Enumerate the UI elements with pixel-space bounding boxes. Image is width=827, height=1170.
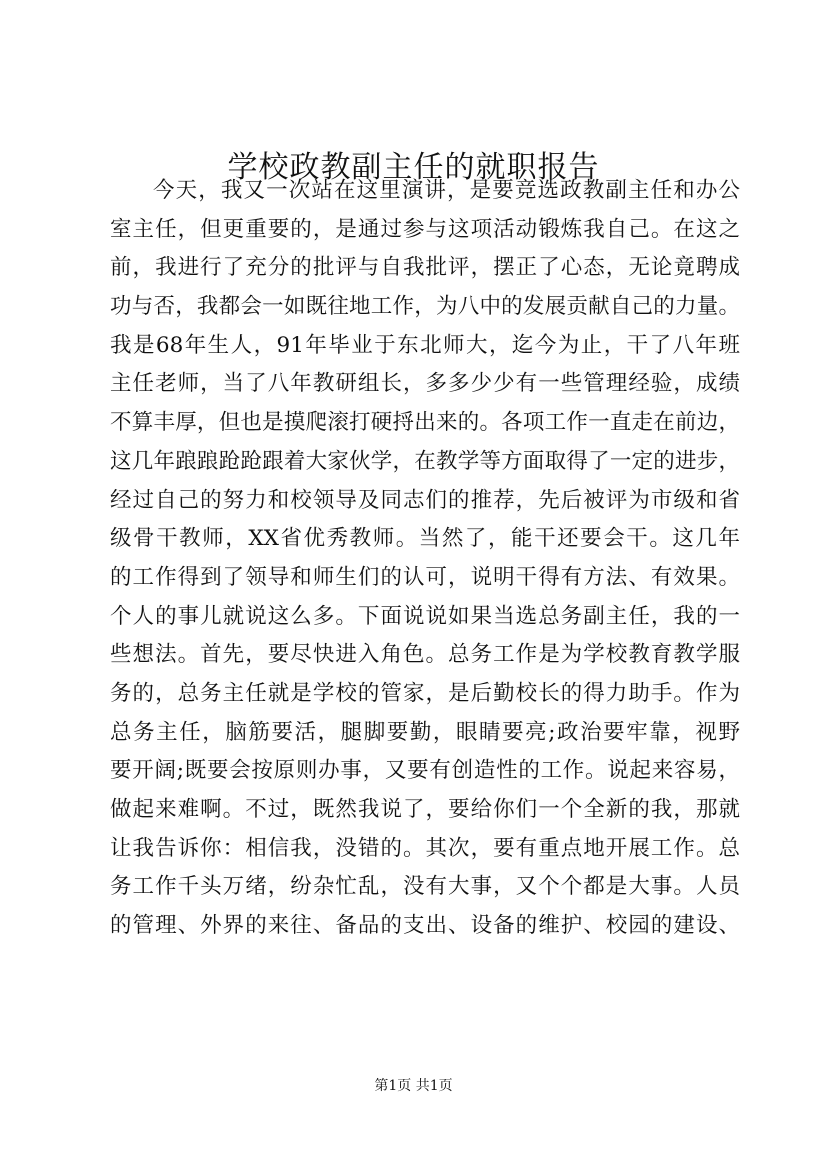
body-line: 主任老师，当了八年教研组长，多多少少有一些管理经验，成绩 <box>110 371 740 397</box>
body-line: 让我告诉你：相信我，没错的。其次，要有重点地开展工作。总 <box>110 835 740 861</box>
body-line: 个人的事儿就说这么多。下面说说如果当选总务副主任，我的一 <box>110 603 740 629</box>
body-line: 这几年踉踉跄跄跟着大家伙学，在教学等方面取得了一定的进步， <box>110 448 740 474</box>
body-line: 级骨干教师，XX省优秀教师。当然了，能干还要会干。这几年 <box>110 526 740 552</box>
body-line: 做起来难啊。不过，既然我说了，要给你们一个全新的我，那就 <box>110 797 740 822</box>
document-body <box>110 172 740 946</box>
body-line: 务工作千头万绪，纷杂忙乱，没有大事，又个个都是大事。人员 <box>110 874 740 900</box>
body-line: 些想法。首先，要尽快进入角色。总务工作是为学校教育教学服 <box>110 642 740 668</box>
body-line: 的工作得到了领导和师生们的认可，说明干得有方法、有效果。 <box>110 564 740 590</box>
body-line: 的管理、外界的来往、备品的支出、设备的维护、校园的建设、 <box>110 913 740 939</box>
document-title: 学校政教副主任的就职报告 <box>227 150 600 185</box>
body-line: 总务主任，脑筋要活，腿脚要勤，眼睛要亮;政治要牢靠，视野 <box>110 719 740 745</box>
body-line: 今天，我又一次站在这里演讲，是要竞选政教副主任和办公 <box>153 178 740 203</box>
body-line: 务的，总务主任就是学校的管家，是后勤校长的得力助手。作为 <box>110 680 740 706</box>
body-line: 不算丰厚，但也是摸爬滚打硬捋出来的。各项工作一直走在前边， <box>110 410 740 436</box>
body-line: 前，我进行了充分的批评与自我批评，摆正了心态，无论竟聘成 <box>110 255 740 281</box>
body-line: 经过自己的努力和校领导及同志们的推荐，先后被评为市级和省 <box>110 487 740 513</box>
body-line: 功与否，我都会一如既往地工作，为八中的发展贡献自己的力量。 <box>110 294 740 320</box>
page-footer: 第1页 共1页 <box>374 1078 453 1094</box>
body-line: 要开阔;既要会按原则办事，又要有创造性的工作。说起来容易， <box>110 758 740 784</box>
body-line: 室主任，但更重要的，是通过参与这项活动锻炼我自己。在这之 <box>110 216 740 242</box>
body-line: 我是68年生人，91年毕业于东北师大，迄今为止，干了八年班 <box>110 332 740 358</box>
